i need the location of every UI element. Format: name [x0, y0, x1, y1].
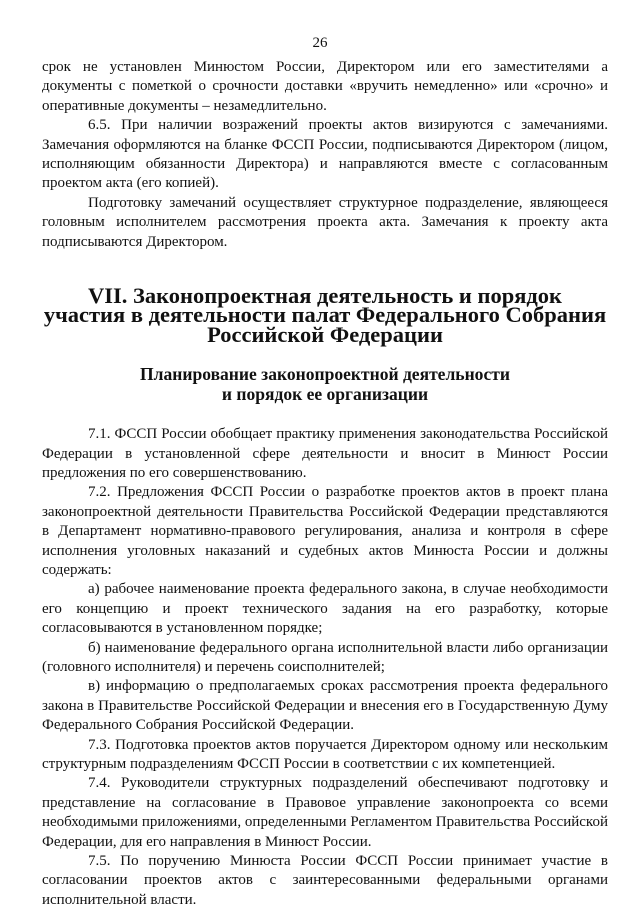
page-number: 26 [312, 35, 328, 51]
paragraph-7-3: 7.3. Подготовка проектов актов поручается Директором одному или нескольким структурным подразделениям ФССП России в соответствии с их компетенцией. [42, 736, 608, 772]
paragraph-7-5: 7.5. По поручению Минюста России ФССП России принимает участие в согласовании проектов актов с заинтересованными федеральными органами исполнительной власти. [42, 853, 608, 908]
paragraph-7-4: 7.4. Руководители структурных подразделений обеспечивают подготовку и представление на согласование в Правовое управление законопроекта со всеми необходимыми приложениями, определенными Регламентом Правительства Российской Федерации, для его направления в Минюст России. [42, 775, 608, 850]
document-body [42, 58, 608, 910]
subsection-heading [42, 365, 608, 404]
paragraph-7-2-c: в) информацию о предполагаемых сроках рассмотрения проекта федерального закона в Правительстве Российской Федерации и внесения его в Государственную Думу Федерального Собрания Российской Федерации. [42, 678, 608, 734]
section-heading-line: VII. Законопроектная деятельность и порядок [88, 283, 562, 309]
paragraph-7-1: 7.1. ФССП России обобщает практику применения законодательства Российской Федерации в установленной сфере деятельности и вносит в Минюст России предложения по его совершенствованию. [42, 426, 608, 481]
paragraph-7-2-a: а) рабочее наименование проекта федерального закона, в случае необходимости его концепцию и проект технического задания на его разработку, которые согласовываются в установленном порядке; [42, 581, 608, 637]
paragraph-6-5: 6.5. При наличии возражений проекты актов визируются с замечаниями. Замечания оформляются на бланке ФССП России, подписываются Директором (лицом, исполняющим обязанности Директора) и направляются вместе с согласованным проектом акта (его копией). [42, 117, 608, 192]
paragraph-7-2-b: б) наименование федерального органа исполнительной власти либо организации (головного исполнителя) и перечень соисполнителей; [42, 639, 608, 675]
paragraph-continuation: срок не установлен Минюстом России, Директором или его заместителями а документы с пометкой о срочности доставки «вручить немедленно» или «срочно» и оперативные документы – незамедлительно. [42, 59, 608, 114]
subsection-heading-line: Планирование законопроектной деятельности [140, 364, 510, 385]
paragraph-remarks: Подготовку замечаний осуществляет структурное подразделение, являющееся головным исполнителем рассмотрения проекта акта. Замечания к проекту акта подписываются Директором. [42, 194, 608, 250]
section-heading-line: участия в деятельности палат Федерального Собрания [43, 302, 607, 328]
section-heading-line: Российской Федерации [207, 321, 443, 347]
section-heading [42, 283, 608, 347]
paragraph-7-2: 7.2. Предложения ФССП России о разработке проектов актов в проект плана законопроектной деятельности Правительства Российской Федерации представляются в Департамент нормативно-правового регулирования, анализа и контроля в сфере исполнения уголовных наказаний и судебных актов Минюста России и должны содержать: [42, 484, 608, 578]
subsection-heading-line: и порядок ее организации [221, 383, 429, 404]
